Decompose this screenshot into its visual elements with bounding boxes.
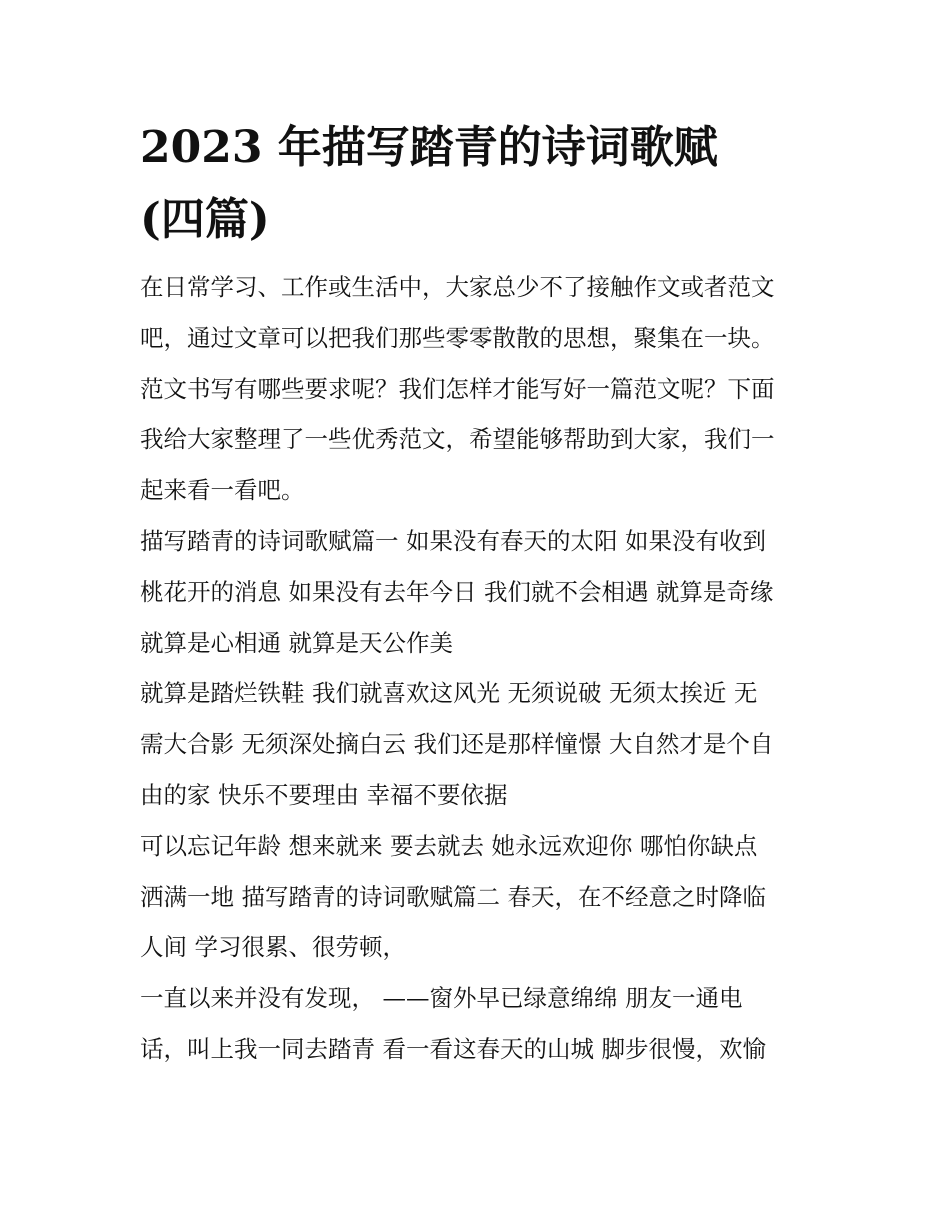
document-body [140,262,816,1075]
body-line-10: 需大合影 无须深处摘白云 我们还是那样憧憬 大自然才是个自 [140,730,774,759]
title-line-1: 2023 年描写踏青的诗词歌赋 [140,122,718,173]
body-line-12: 可以忘记年龄 想来就来 要去就去 她永远欢迎你 哪怕你缺点 [140,831,758,860]
body-line-16: 话，叫上我一同去踏青 看一看这春天的山城 脚步很慢，欢愉 [140,1034,766,1063]
body-line-6: 描写踏青的诗词歌赋篇一 如果没有春天的太阳 如果没有收到 [140,526,766,555]
body-line-9: 就算是踏烂铁鞋 我们就喜欢这风光 无须说破 无须太挨近 无 [140,679,758,708]
title-line-2: (四篇) [140,194,270,245]
body-line-1: 在日常学习、工作或生活中，大家总少不了接触作文或者范文 [140,273,775,301]
body-line-2: 吧，通过文章可以把我们那些零零散散的思想，聚集在一块。 [140,323,775,352]
body-line-14: 人间 学习很累、很劳顿， [140,933,406,962]
document-page [140,112,816,1075]
body-line-15: 一直以来并没有发现， ——窗外早已绿意绵绵 朋友一通电 [140,984,743,1013]
body-line-13: 洒满一地 描写踏青的诗词歌赋篇二 春天，在不经意之时降临 [140,882,766,911]
body-line-7: 桃花开的消息 如果没有去年今日 我们就不会相遇 就算是奇缘 [140,577,774,606]
body-line-3: 范文书写有哪些要求呢？我们怎样才能写好一篇范文呢？下面 [140,374,775,403]
body-line-4: 我给大家整理了一些优秀范文，希望能够帮助到大家，我们一 [140,425,775,454]
document-title [140,112,816,256]
body-line-11: 由的家 快乐不要理由 幸福不要依据 [140,780,508,809]
body-line-5: 起来看一看吧。 [140,476,305,505]
body-line-8: 就算是心相通 就算是天公作美 [140,628,453,657]
